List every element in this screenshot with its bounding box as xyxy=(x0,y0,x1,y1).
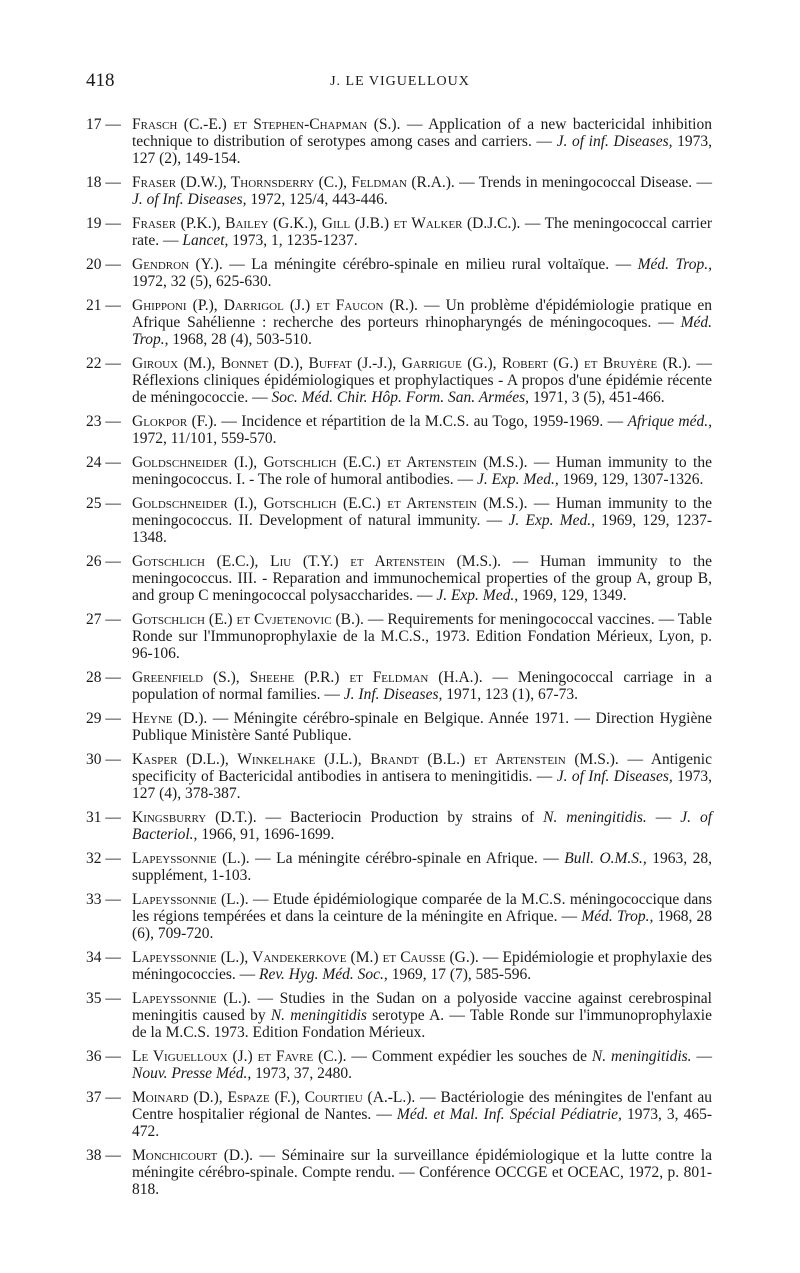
reference-text: — Studies in the Sudan on a polyoside vaccine against cerebrospinal meningitis caused by xyxy=(132,990,712,1024)
reference-number: 22 — xyxy=(86,355,121,373)
reference-text: 1969, 129, 1349. xyxy=(518,586,627,604)
reference-text: 1973, 127 (2), 149-154. xyxy=(132,132,712,167)
reference-text: 1973, 127 (4), 378-387. xyxy=(132,767,713,802)
reference-number: 29 — xyxy=(86,709,121,727)
reference-journal: Bull. O.M.S., xyxy=(564,849,647,867)
reference-entry xyxy=(86,554,712,604)
reference-text: — Etude épidémiologique comparée de la M.C.S. méningococcique dans les régions tempérées et dans la ceinture de la méningite en Afrique. — xyxy=(132,891,712,925)
reference-journal: Soc. Méd. Chir. Hôp. Form. San. Armées, xyxy=(271,388,530,406)
reference-number: 36 — xyxy=(86,1047,121,1065)
reference-journal: J. Exp. Med., xyxy=(508,511,596,529)
reference-authors: Fraser (P.K.), Bailey (G.K.), Gill (J.B.) et Walker (D.J.C.). xyxy=(132,214,521,232)
reference-number: 32 — xyxy=(86,849,121,867)
reference-journal: Méd. Trop., xyxy=(581,907,654,925)
reference-text: — La méningite cérébro-spinale en Afrique. — xyxy=(249,849,565,867)
reference-entry xyxy=(86,1049,712,1083)
reference-authors: Moinard (D.), Espaze (F.), Courtieu (A.-L.). xyxy=(132,1089,416,1107)
reference-authors: Goldschneider (I.), Gotschlich (E.C.) et Artenstein (M.S.). xyxy=(132,454,528,472)
reference-entry xyxy=(86,752,712,802)
reference-journal: J. of Inf. Diseases, xyxy=(556,767,673,785)
reference-text: 1966, 91, 1696-1699. xyxy=(197,825,335,843)
reference-journal: Méd. et Mal. Inf. Spécial Pédiatrie, xyxy=(396,1105,622,1123)
reference-authors: Ghipponi (P.), Darrigol (J.) et Faucon (R.). xyxy=(132,297,418,315)
reference-entry xyxy=(86,851,712,885)
reference-authors: Goldschneider (I.), Gotschlich (E.C.) et Artenstein (M.S.). xyxy=(132,495,528,513)
reference-number: 25 — xyxy=(86,495,121,513)
reference-number: 18 — xyxy=(86,173,121,191)
reference-entry xyxy=(86,1148,712,1198)
reference-journal: N. meningitidis. xyxy=(543,808,647,826)
reference-entry xyxy=(86,455,712,489)
reference-authors: Lapeyssonnie (L.). xyxy=(132,990,251,1008)
reference-text: 1973, 37, 2480. xyxy=(251,1064,352,1082)
reference-entry xyxy=(86,612,712,662)
reference-text: — xyxy=(691,1047,712,1065)
reference-text: — Un problème d'épidémiologie pratique en Afrique Sahélienne : recherche des porteurs rhinopharyngés de méningocoques. — xyxy=(132,297,712,331)
page-number: 418 xyxy=(86,70,115,91)
reference-text: — Séminaire sur la surveillance épidémiologique et la lutte contre la méningite cérébro-spinale. Compte rendu. — Conférence OCCGE et OCEAC, 1972, p. 801-818. xyxy=(132,1146,712,1198)
reference-text: — Trends in meningococcal Disease. — xyxy=(454,173,712,191)
reference-text: — xyxy=(646,808,681,826)
reference-authors: Gotschlich (E.) et Cvjetenovic (B.). xyxy=(132,610,364,628)
reference-entry xyxy=(86,496,712,546)
reference-journal: J. Exp. Med., xyxy=(436,586,519,604)
reference-authors: Kasper (D.L.), Winkelhake (J.L.), Brandt (B.L.) et Artenstein (M.S.). xyxy=(132,751,619,768)
reference-number: 30 — xyxy=(86,751,121,768)
reference-number: 23 — xyxy=(86,412,121,430)
reference-authors: Lapeyssonnie (L.), Vandekerkove (M.) et Causse (G.). xyxy=(132,948,479,966)
reference-text: 1971, 3 (5), 451-466. xyxy=(529,388,665,406)
reference-journal: Lancet, xyxy=(182,231,229,249)
reference-authors: Gendron (Y.). xyxy=(132,256,223,274)
reference-authors: Glokpor (F.). xyxy=(132,412,218,430)
reference-entry xyxy=(86,117,712,167)
reference-entry xyxy=(86,414,712,448)
reference-entry xyxy=(86,950,712,984)
reference-number: 24 — xyxy=(86,454,121,472)
reference-number: 34 — xyxy=(86,948,121,966)
reference-text: 1963, 28, supplément, 1-103. xyxy=(132,849,713,884)
reference-authors: Lapeyssonnie (L.). xyxy=(132,891,249,909)
reference-entry xyxy=(86,216,712,250)
reference-text: — Comment expédier les souches de xyxy=(346,1047,592,1065)
reference-text: 1968, 28 (4), 503-510. xyxy=(168,330,312,348)
reference-text: 1972, 32 (5), 625-630. xyxy=(132,272,272,290)
reference-text: 1973, 3, 465-472. xyxy=(132,1105,713,1140)
reference-journal: Afrique méd., xyxy=(627,412,712,430)
reference-entry xyxy=(86,670,712,704)
reference-number: 21 — xyxy=(86,297,121,315)
reference-journal: J. Inf. Diseases, xyxy=(343,685,443,703)
reference-journal: Méd. Trop., xyxy=(637,256,713,274)
reference-authors: Kingsburry (D.T.). xyxy=(132,808,257,826)
reference-text: — Meningococcal carriage in a population of normal families. — xyxy=(132,668,712,703)
reference-text: serotype A. — Table Ronde sur l'immunoprophylaxie de la M.C.S. 1973. Edition Fondation Mérieux. xyxy=(132,1006,712,1041)
reference-text: — Antigenic specificity of Bactericidal antibodies in antisera to meningitidis. — xyxy=(132,751,712,785)
reference-number: 31 — xyxy=(86,808,121,826)
reference-text: 1969, 129, 1307-1326. xyxy=(558,470,704,488)
reference-text: — La méningite cérébro-spinale en milieu rural voltaïque. — xyxy=(222,256,638,274)
reference-journal: Méd. Trop., xyxy=(132,313,712,348)
reference-text: — Application of a new bactericidal inhibition technique to distribution of serotypes among cases and carriers. — xyxy=(132,116,712,150)
reference-text: — Epidémiologie et prophylaxie des méningococcies. — xyxy=(132,948,712,983)
reference-entry xyxy=(86,711,712,745)
reference-number: 35 — xyxy=(86,990,121,1008)
reference-authors: Lapeyssonnie (L.). xyxy=(132,849,250,867)
reference-text: 1968, 28 (6), 709-720. xyxy=(132,907,712,942)
reference-list xyxy=(86,117,712,1206)
reference-text: — Human immunity to the meningococcus. II. Development of natural immunity. — xyxy=(132,495,712,529)
reference-text: — Méningite cérébro-spinale en Belgique. Année 1971. — Direction Hygiène Publique Ministère Santé Publique. xyxy=(132,709,712,744)
reference-text: 1972, 125/4, 443-446. xyxy=(246,190,388,208)
reference-journal: J. of Inf. Diseases, xyxy=(132,190,247,208)
reference-text: — Réflexions cliniques épidémiologiques et prophylactiques - A propos d'une épidémie récente de méningococcie. — xyxy=(132,355,712,406)
reference-entry xyxy=(86,810,712,844)
page-header xyxy=(86,70,714,100)
reference-entry xyxy=(86,991,712,1041)
reference-authors: Giroux (M.), Bonnet (D.), Buffat (J.-J.), Garrigue (G.), Robert (G.) et Bruyère (R.). xyxy=(132,355,692,373)
reference-number: 17 — xyxy=(86,116,121,133)
reference-authors: Heyne (D.). xyxy=(132,709,208,727)
reference-number: 38 — xyxy=(86,1146,121,1164)
reference-journal: N. meningitidis. xyxy=(591,1047,692,1065)
reference-text: 1972, 11/101, 559-570. xyxy=(132,429,277,447)
reference-number: 28 — xyxy=(86,668,121,686)
reference-number: 19 — xyxy=(86,214,121,232)
reference-authors: Gotschlich (E.C.), Liu (T.Y.) et Artenstein (M.S.). xyxy=(132,553,501,571)
reference-text: — Human immunity to the meningococcus. III. - Reparation and immunochemical properties of the group A, group B, and group C meningococcal polysaccharides. — xyxy=(132,553,712,604)
reference-entry xyxy=(86,175,712,209)
reference-journal: J. Exp. Med., xyxy=(476,470,559,488)
reference-authors: Fraser (D.W.), Thornsderry (C.), Feldman (R.A.). xyxy=(132,173,455,191)
reference-journal: Nouv. Presse Méd., xyxy=(132,1064,252,1082)
reference-text: — Human immunity to the meningococcus. I. - The role of humoral antibodies. — xyxy=(132,454,712,488)
reference-entry xyxy=(86,257,712,291)
reference-text: — Bactériologie des méningites de l'enfant au Centre hospitalier régional de Nantes. — xyxy=(132,1089,712,1123)
reference-text: 1969, 17 (7), 585-596. xyxy=(387,965,532,983)
reference-journal: J. of inf. Diseases, xyxy=(556,132,673,150)
reference-text: — The meningococcal carrier rate. — xyxy=(132,214,712,249)
reference-number: 37 — xyxy=(86,1089,121,1107)
reference-entry xyxy=(86,1090,712,1140)
reference-text: 1973, 1, 1235-1237. xyxy=(228,231,358,249)
reference-authors: Greenfield (S.), Sheehe (P.R.) et Feldman (H.A.). xyxy=(132,668,483,686)
reference-number: 26 — xyxy=(86,553,121,571)
reference-authors: Le Viguelloux (J.) et Favre (C.). xyxy=(132,1047,347,1065)
reference-journal: Rev. Hyg. Méd. Soc., xyxy=(258,965,388,983)
reference-journal: N. meningitidis xyxy=(270,1006,367,1024)
reference-journal: J. of Bacteriol., xyxy=(132,808,713,843)
reference-text: 1971, 123 (1), 67-73. xyxy=(442,685,578,703)
reference-number: 33 — xyxy=(86,891,121,909)
reference-authors: Monchicourt (D.). xyxy=(132,1146,254,1164)
reference-text: — Bacteriocin Production by strains of xyxy=(256,808,544,826)
reference-entry xyxy=(86,356,712,406)
reference-entry xyxy=(86,298,712,348)
reference-number: 20 — xyxy=(86,256,121,274)
reference-text: — Requirements for meningococcal vaccines. — Table Ronde sur l'Immunoprophylaxie de la M.C.S., 1973. Edition Fondation Mérieux, Lyon, p. 96-106. xyxy=(132,610,712,662)
reference-text: 1969, 129, 1237-1348. xyxy=(132,511,712,546)
reference-number: 27 — xyxy=(86,610,121,628)
running-head: J. LE VIGUELLOUX xyxy=(330,74,470,89)
reference-entry xyxy=(86,892,712,942)
reference-authors: Frasch (C.-E.) et Stephen-Chapman (S.). xyxy=(132,116,401,133)
reference-text: — Incidence et répartition de la M.C.S. au Togo, 1959-1969. — xyxy=(217,412,628,430)
